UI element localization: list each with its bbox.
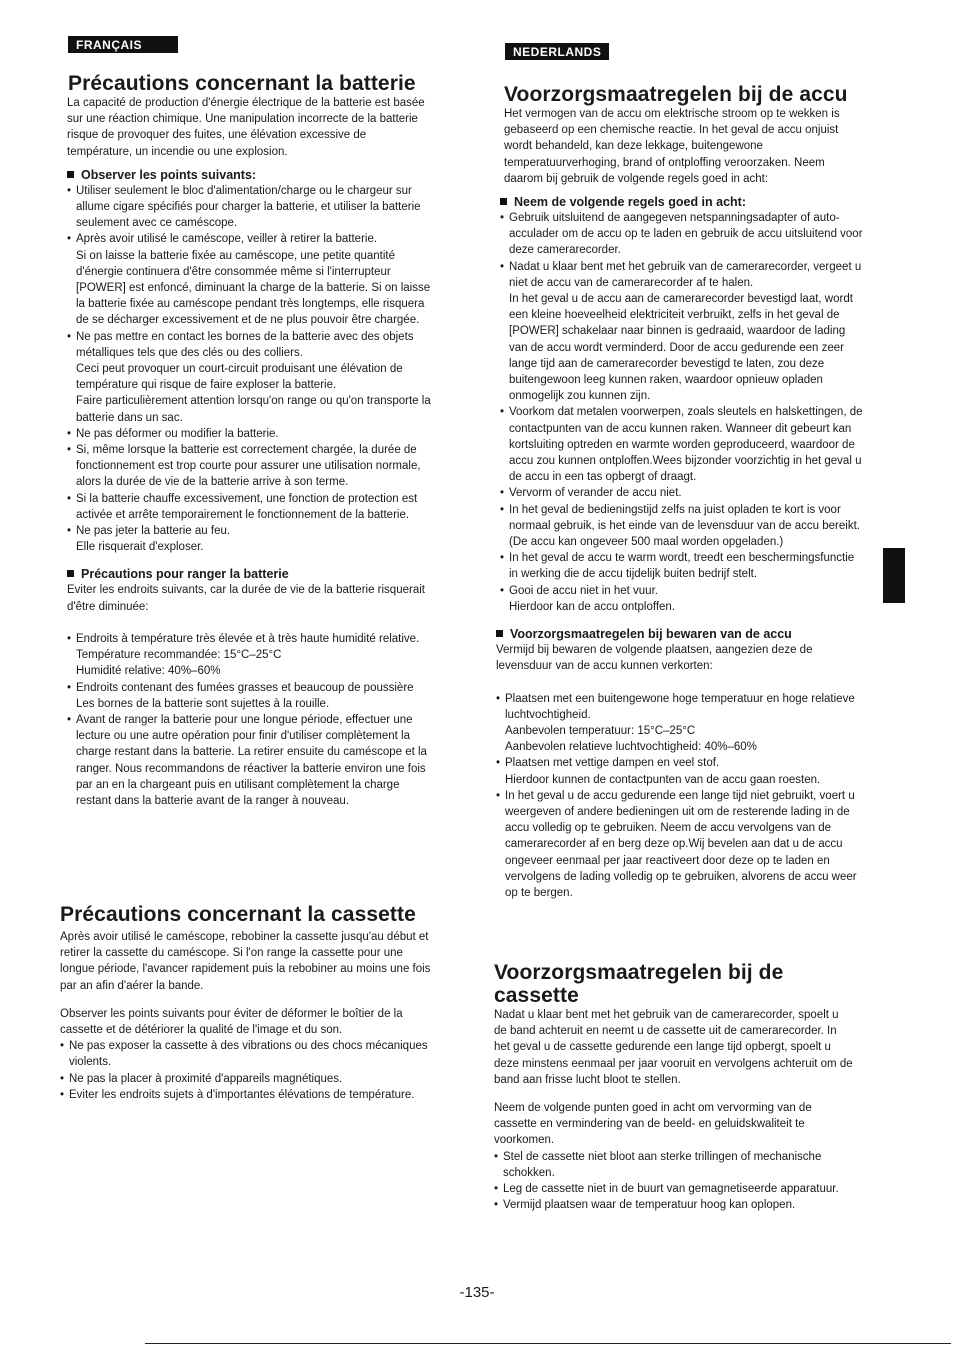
nl-storage-heading: Voorzorgsmaatregelen bij bewaren van de accu — [496, 627, 866, 642]
list-item: • Plaatsen met een buitengewone hoge temperatuur en hoge relatieve luchtvochtigheid. Aanbevolen temperatuur: 15°C–25°C Aanbevolen relatieve luchtvochtigheid: 40%–60% — [496, 691, 866, 756]
list-item: • Gooi de accu niet in het vuur. Hierdoor kan de accu ontploffen. — [500, 583, 866, 615]
list-item: • Stel de cassette niet bloot aan sterke trillingen of mechanische schokken. — [494, 1149, 854, 1181]
nl-battery-title: Voorzorgsmaatregelen bij de accu — [504, 83, 848, 106]
list-item: • Ne pas déformer ou modifier la batterie. — [67, 426, 432, 442]
column-french — [60, 72, 432, 809]
bottom-rule — [145, 1343, 951, 1344]
list-item: • Vermijd plaatsen waar de temperatuur hoog kan oplopen. — [494, 1197, 854, 1213]
fr-observe-heading: Observer les points suivants: — [67, 168, 432, 183]
list-item: • Gebruik uitsluitend de aangegeven netspanningsadapter of auto-acculader om de accu op te laden en gebruik de accu uitsluitend voor deze camerarecorder. — [500, 210, 866, 259]
list-item: • Nadat u klaar bent met het gebruik van de camerarecorder, vergeet u niet de accu van de camerarecorder af te halen. In het geval u de accu aan de camerarecorder bevestigd laat, wordt een kleine hoeveelheid elektriciteit verbruikt, zelfs in het geval de [POWER] schakelaar naar binnen is gedraaid, waardoor de lading van de accu wordt verminderd. Door de accu gedurende een zeer lange tijd aan de camerarecorder bevestigd te laten, zou deze buitengewoon leeg kunnen raken, waardoor opnieuw opladen onmogelijk zou kunnen zijn. — [500, 259, 866, 405]
list-item: • Leg de cassette niet in de buurt van gemagnetiseerde apparatuur. — [494, 1181, 854, 1197]
fr-observe-list — [67, 183, 432, 556]
list-item: • Après avoir utilisé le caméscope, veiller à retirer la batterie. Si on laisse la batterie fixée au caméscope, une petite quantité d'énergie continuera d'être consommée même si l'interrupteur [POWER] est enfoncé, diminuant la charge de la batterie. Si on laisse la batterie fixée au caméscope pendant très longtemps, elle risquera de se décharger excessivement et de ne plus pouvoir être chargée. — [67, 231, 432, 328]
fr-cassette-para2: Observer les points suivants pour éviter de déformer le boîtier de la cassette et de détériorer la qualité de l'image et du son. — [60, 1007, 403, 1037]
list-item: • In het geval de bedieningstijd zelfs na juist opladen te kort is voor normaal gebruik, is het einde van de levensduur van de accu bereikt. (De accu kan ongeveer 500 maal worden opgeladen.) — [500, 502, 866, 551]
nl-observe-list — [500, 210, 866, 615]
fr-cassette-list — [60, 1038, 432, 1103]
list-item: • Endroits contenant des fumées grasses et beaucoup de poussière Les bornes de la batterie sont sujettes à la rouille. — [67, 680, 432, 712]
list-item: • Eviter les endroits sujets à d'importantes élévations de température. — [60, 1087, 432, 1103]
list-item: • Endroits à température très élevée et à très haute humidité relative. Température recommandée: 15°C–25°C Humidité relative: 40%–60% — [67, 631, 432, 680]
nl-observe-heading: Neem de volgende regels goed in acht: — [500, 195, 866, 210]
list-item: • Ne pas la placer à proximité d'appareils magnétiques. — [60, 1071, 432, 1087]
list-item: • Avant de ranger la batterie pour une longue période, effectuer une lecture ou une autre opération pour finir d'utiliser complètement la charge restant dans la batterie. La retirer ensuite du caméscope et la ranger. Nous recommandons de réactiver la batterie environ une fois par an en la chargeant puis en utilisant complètement la charge restant dans la batterie avant de la ranger à nouveau. — [67, 712, 432, 809]
fr-storage-heading: Précautions pour ranger la batterie — [67, 567, 432, 582]
fr-cassette-para1: Après avoir utilisé le caméscope, rebobiner la cassette jusqu'au début et retirer la cassette du caméscope. Si l'on range la cassette pour une longue période, l'avancer rapidement puis la rebobiner au moins une fois par an afin d'aérer la bande. — [60, 931, 431, 992]
fr-battery-title: Précautions concernant la batterie — [68, 72, 416, 95]
list-item: • Ne pas mettre en contact les bornes de la batterie avec des objets métalliques tels que des clés ou des colliers. Ceci peut provoquer un court-circuit produisant une élévation de température qui risque de faire exploser la batterie. Faire particulièrement attention lorsqu'on range ou qu'on transporte la batterie dans un sac. — [67, 329, 432, 426]
nl-cassette-list — [494, 1149, 854, 1214]
nl-cassette-section — [494, 961, 854, 1213]
language-badge-nl: NEDERLANDS — [505, 43, 609, 60]
list-item: • In het geval de accu te warm wordt, treedt een beschermingsfunctie in werking die de accu tijdelijk buiten bedrijf stelt. — [500, 550, 866, 582]
fr-cassette-section — [60, 903, 432, 1103]
list-item: • Ne pas jeter la batterie au feu. Elle risquerait d'exploser. — [67, 523, 432, 555]
nl-battery-intro: Het vermogen van de accu om elektrische stroom op te wekken is gebaseerd op een chemische reactie. In het geval de accu onjuist wordt behandeld, kan deze lekkage, buitengewone temperatuurverhoging, brand of ontploffing veroorzaken. Neem daarom bij gebruik de volgende regels goed in acht: — [504, 108, 840, 185]
list-item: • Utiliser seulement le bloc d'alimentation/charge ou le chargeur sur allume cigare spécifiés pour charger la batterie, et utiliser la batterie seulement avec ce caméscope. — [67, 183, 432, 232]
column-dutch — [496, 83, 866, 901]
fr-battery-intro: La capacité de production d'énergie électrique de la batterie est basée sur une réaction chimique. Une manipulation incorrecte de la batterie risque de provoquer des fuites, une élévation excessive de température, un incendie ou une explosion. — [67, 97, 425, 158]
list-item: • Si la batterie chauffe excessivement, une fonction de protection est activée et arrête temporairement le fonctionnement de la batterie. — [67, 491, 432, 523]
nl-storage-intro: Vermijd bij bewaren de volgende plaatsen, aangezien deze de levensduur van de accu kunnen verkorten: — [496, 644, 813, 673]
nl-cassette-para1: Nadat u klaar bent met het gebruik van de camerarecorder, spoelt u de band achteruit en neemt u de cassette uit de camerarecorder. In het geval u de cassette gedurende een lange tijd opbergt, spoelt u deze minstens eenmaal per jaar vooruit en vervolgens achteruit om de band aan frisse lucht bloot te stellen. — [494, 1009, 853, 1086]
list-item: • Vervorm of verander de accu niet. — [500, 485, 866, 501]
list-item: • Si, même lorsque la batterie est correctement chargée, la durée de fonctionnement est trop courte pour assurer une utilisation normale, alors la durée de vie de la batterie arrive à son terme. — [67, 442, 432, 491]
list-item: • Ne pas exposer la cassette à des vibrations ou des chocs mécaniques violents. — [60, 1038, 432, 1070]
fr-storage-list — [67, 631, 432, 809]
language-badge-fr: FRANÇAIS — [68, 36, 178, 53]
fr-cassette-title: Précautions concernant la cassette — [60, 903, 416, 926]
fr-storage-intro: Eviter les endroits suivants, car la durée de vie de la batterie risquerait d'être diminuée: — [67, 584, 425, 613]
nl-cassette-title: Voorzorgsmaatregelen bij de cassette — [494, 961, 784, 1007]
nl-storage-list — [496, 691, 866, 902]
page-number: -135- — [459, 1284, 495, 1301]
section-thumb-tab — [883, 548, 905, 603]
list-item: • Voorkom dat metalen voorwerpen, zoals sleutels en halskettingen, de contactpunten van de accu kunnen raken. Wanneer dit gebeurt kan kortsluiting optreden en warmte worden geproduceerd, waardoor de accu zou kunnen ontploffen.Wees bijzonder voorzichtig in het geval u de accu in een tas opbergt of draagt. — [500, 404, 866, 485]
list-item: • Plaatsen met vettige dampen en veel stof. Hierdoor kunnen de contactpunten van de accu gaan roesten. — [496, 755, 866, 787]
nl-cassette-para2: Neem de volgende punten goed in acht om vervorming van de cassette en vermindering van de beeld- en geluidskwaliteit te voorkomen. — [494, 1102, 812, 1147]
list-item: • In het geval u de accu gedurende een lange tijd niet gebruikt, voert u weergeven of andere bedieningen uit om de resterende lading in de accu volledig op te gebruiken. Neem de accu vervolgens van de camerarecorder af en berg deze op.Wij bevelen aan dat u de accu ongeveer eenmaal per jaar reactiveert door deze op te laden en vervolgens de lading volledig op te gebruiken, alvorens de accu weer op te bergen. — [496, 788, 866, 901]
